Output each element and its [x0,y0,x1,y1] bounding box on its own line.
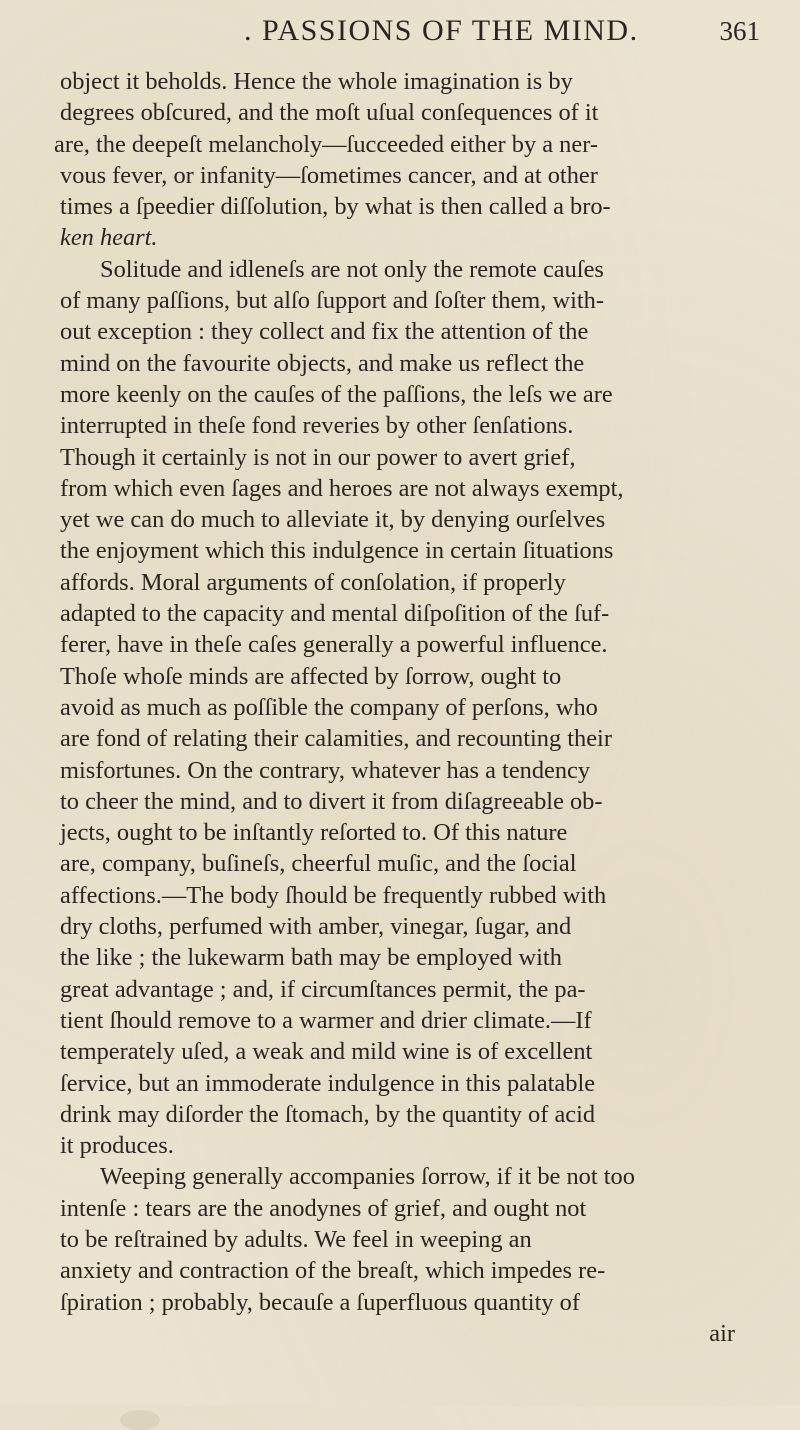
text-line: are, the deepeſt melancholy—ſucceeded either by a ner- [54,130,598,158]
text-line: it produces. [60,1132,174,1160]
text-line: ſervice, but an immoderate indulgence in this palatable [60,1069,596,1097]
running-head: . PASSIONS OF THE MIND. [244,14,639,47]
text-line: the enjoyment which this indulgence in certain ſituations [60,537,614,565]
text-line: intenſe : tears are the anodynes of grief, and ought not [60,1194,587,1222]
text-line: are, company, buſineſs, cheerful muſic, and the ſocial [60,850,577,878]
text-line: temperately uſed, a weak and mild wine is of excellent [60,1038,593,1066]
text-line: drink may diſorder the ſtomach, by the quantity of acid [60,1100,596,1128]
page-header [230,14,760,58]
page-number: 361 [719,16,760,46]
body-text [54,66,780,1349]
text-line: of many paſſions, but alſo ſupport and ſoſter them, with- [60,287,604,315]
text-line: mind on the favourite objects, and make us reflect the [60,349,585,377]
text-line: object it beholds. Hence the whole imagination is by [60,68,573,95]
text-line: yet we can do much to alleviate it, by denying ourſelves [60,506,606,534]
text-line: the like ; the lukewarm bath may be employed with [60,944,562,972]
text-line: great advantage ; and, if circumſtances permit, the pa- [60,975,586,1003]
text-line: adapted to the capacity and mental diſpoſition of the ſuf- [60,600,610,628]
text-line: jects, ought to be inſtantly reſorted to. Of this nature [60,819,568,847]
text-line: avoid as much as poſſible the company of perſons, who [60,693,598,721]
text-line: to be reſtrained by adults. We feel in weeping an [60,1225,532,1253]
text-line: Weeping generally accompanies ſorrow, if it be not too [100,1163,635,1191]
text-line: ſpiration ; probably, becauſe a ſuperfluous quantity of [60,1288,580,1316]
text-line: times a ſpeedier diſſolution, by what is then called a bro- [60,193,611,221]
text-line: ken heart. [60,224,158,252]
text-line: affections.—The body ſhould be frequently rubbed with [60,881,607,909]
catchword: air [709,1319,735,1347]
text-line: from which even ſages and heroes are not always exempt, [60,474,624,502]
text-line: degrees obſcured, and the moſt uſual conſequences of it [60,99,599,127]
text-line: to cheer the mind, and to divert it from diſagreeable ob- [60,787,603,815]
paper-stain [120,1410,160,1430]
text-line: misfortunes. On the contrary, whatever has a tendency [60,756,591,784]
text-line: Though it certainly is not in our power to avert grief, [60,443,576,471]
text-line: dry cloths, perfumed with amber, vinegar, ſugar, and [60,913,572,941]
text-line: interrupted in theſe fond reveries by other ſenſations. [60,412,574,440]
text-line: vous fever, or infanity—ſometimes cancer, and at other [60,161,598,189]
text-line: ferer, have in theſe caſes generally a powerful influence. [60,631,608,659]
text-line: anxiety and contraction of the breaſt, which impedes re- [60,1257,606,1285]
text-line: tient ſhould remove to a warmer and drier climate.—If [60,1006,592,1034]
text-line: more keenly on the cauſes of the paſſions, the leſs we are [60,380,613,408]
text-line: Thoſe whoſe minds are affected by ſorrow, ought to [60,662,562,690]
text-line: Solitude and idleneſs are not only the remote cauſes [100,255,604,283]
text-line: affords. Moral arguments of conſolation, if properly [60,568,566,596]
text-line: out exception : they collect and fix the attention of the [60,318,589,346]
text-line: are fond of relating their calamities, and recounting their [60,725,612,753]
